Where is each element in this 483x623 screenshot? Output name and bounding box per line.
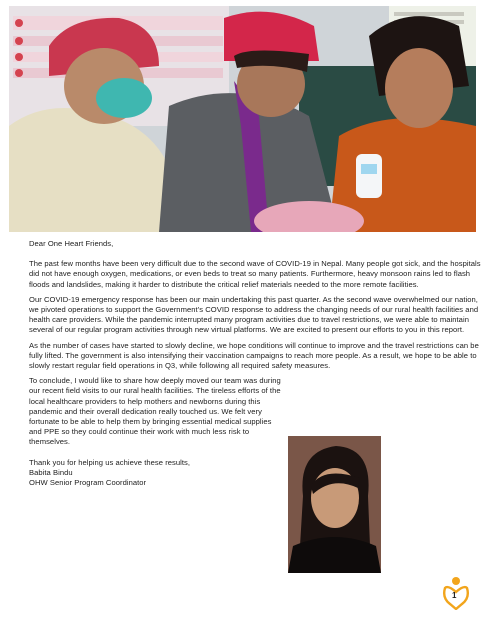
page-number: 1 bbox=[452, 591, 457, 600]
letter-closing-paragraph: To conclude, I would like to share how deeply moved our team was during our recent field visits to our rural health facilities. The tireless efforts of the local healthcare providers to help mothers and newborns during this pandemic and their overall dedication really touched us. We felt very fortunate to be able to help them by bringing essential medical supplies and PPE so they could continue their work with much less risk to themselves. bbox=[29, 376, 281, 447]
letter-paragraph-1: The past few months have been very difficult due to the second wave of COVID-19 in Nepal. Many people got sick, and the hospitals did not have enough oxygen, medications, or even beds to treat so many patients. Furthermore, heavy monsoon rains led to flash floods and landslides, making it harder to distribute the critical relief materials needed to the more remote facilities. bbox=[29, 259, 481, 289]
letter-paragraph-3: As the number of cases have started to slowly decline, we hope conditions will continue to improve and the travel restrictions can be fully lifted. The government is also intensifying their vaccination campaigns to reach more people. As a result, we hope to be able to slowly restart regular field operations in Q3, while following all required safety measures. bbox=[29, 340, 479, 371]
letter-greeting: Dear One Heart Friends, bbox=[29, 239, 114, 248]
portrait-photo bbox=[288, 436, 381, 573]
signature-block bbox=[29, 458, 481, 489]
letter-body bbox=[29, 239, 481, 489]
ohw-logo-icon bbox=[442, 576, 470, 610]
letter-paragraph-2: Our COVID-19 emergency response has been our main undertaking this past quarter. As the second wave overwhelmed our nation, we pivoted operations to support the Government’s COVID response to address the changing needs of our rural health facilities and health care providers. While the pandemic interrupted many program activities due to travel restrictions, we were able to maintain several of our regular program activities through new virtual platforms. We are excited to present our efforts to you in this report. bbox=[29, 294, 479, 335]
thanks-line: Thank you for helping us achieve these results, bbox=[29, 457, 191, 467]
signer-name: Babita Bindu bbox=[29, 468, 73, 478]
hero-photo bbox=[9, 6, 476, 232]
signer-title: OHW Senior Program Coordinator bbox=[29, 478, 147, 488]
